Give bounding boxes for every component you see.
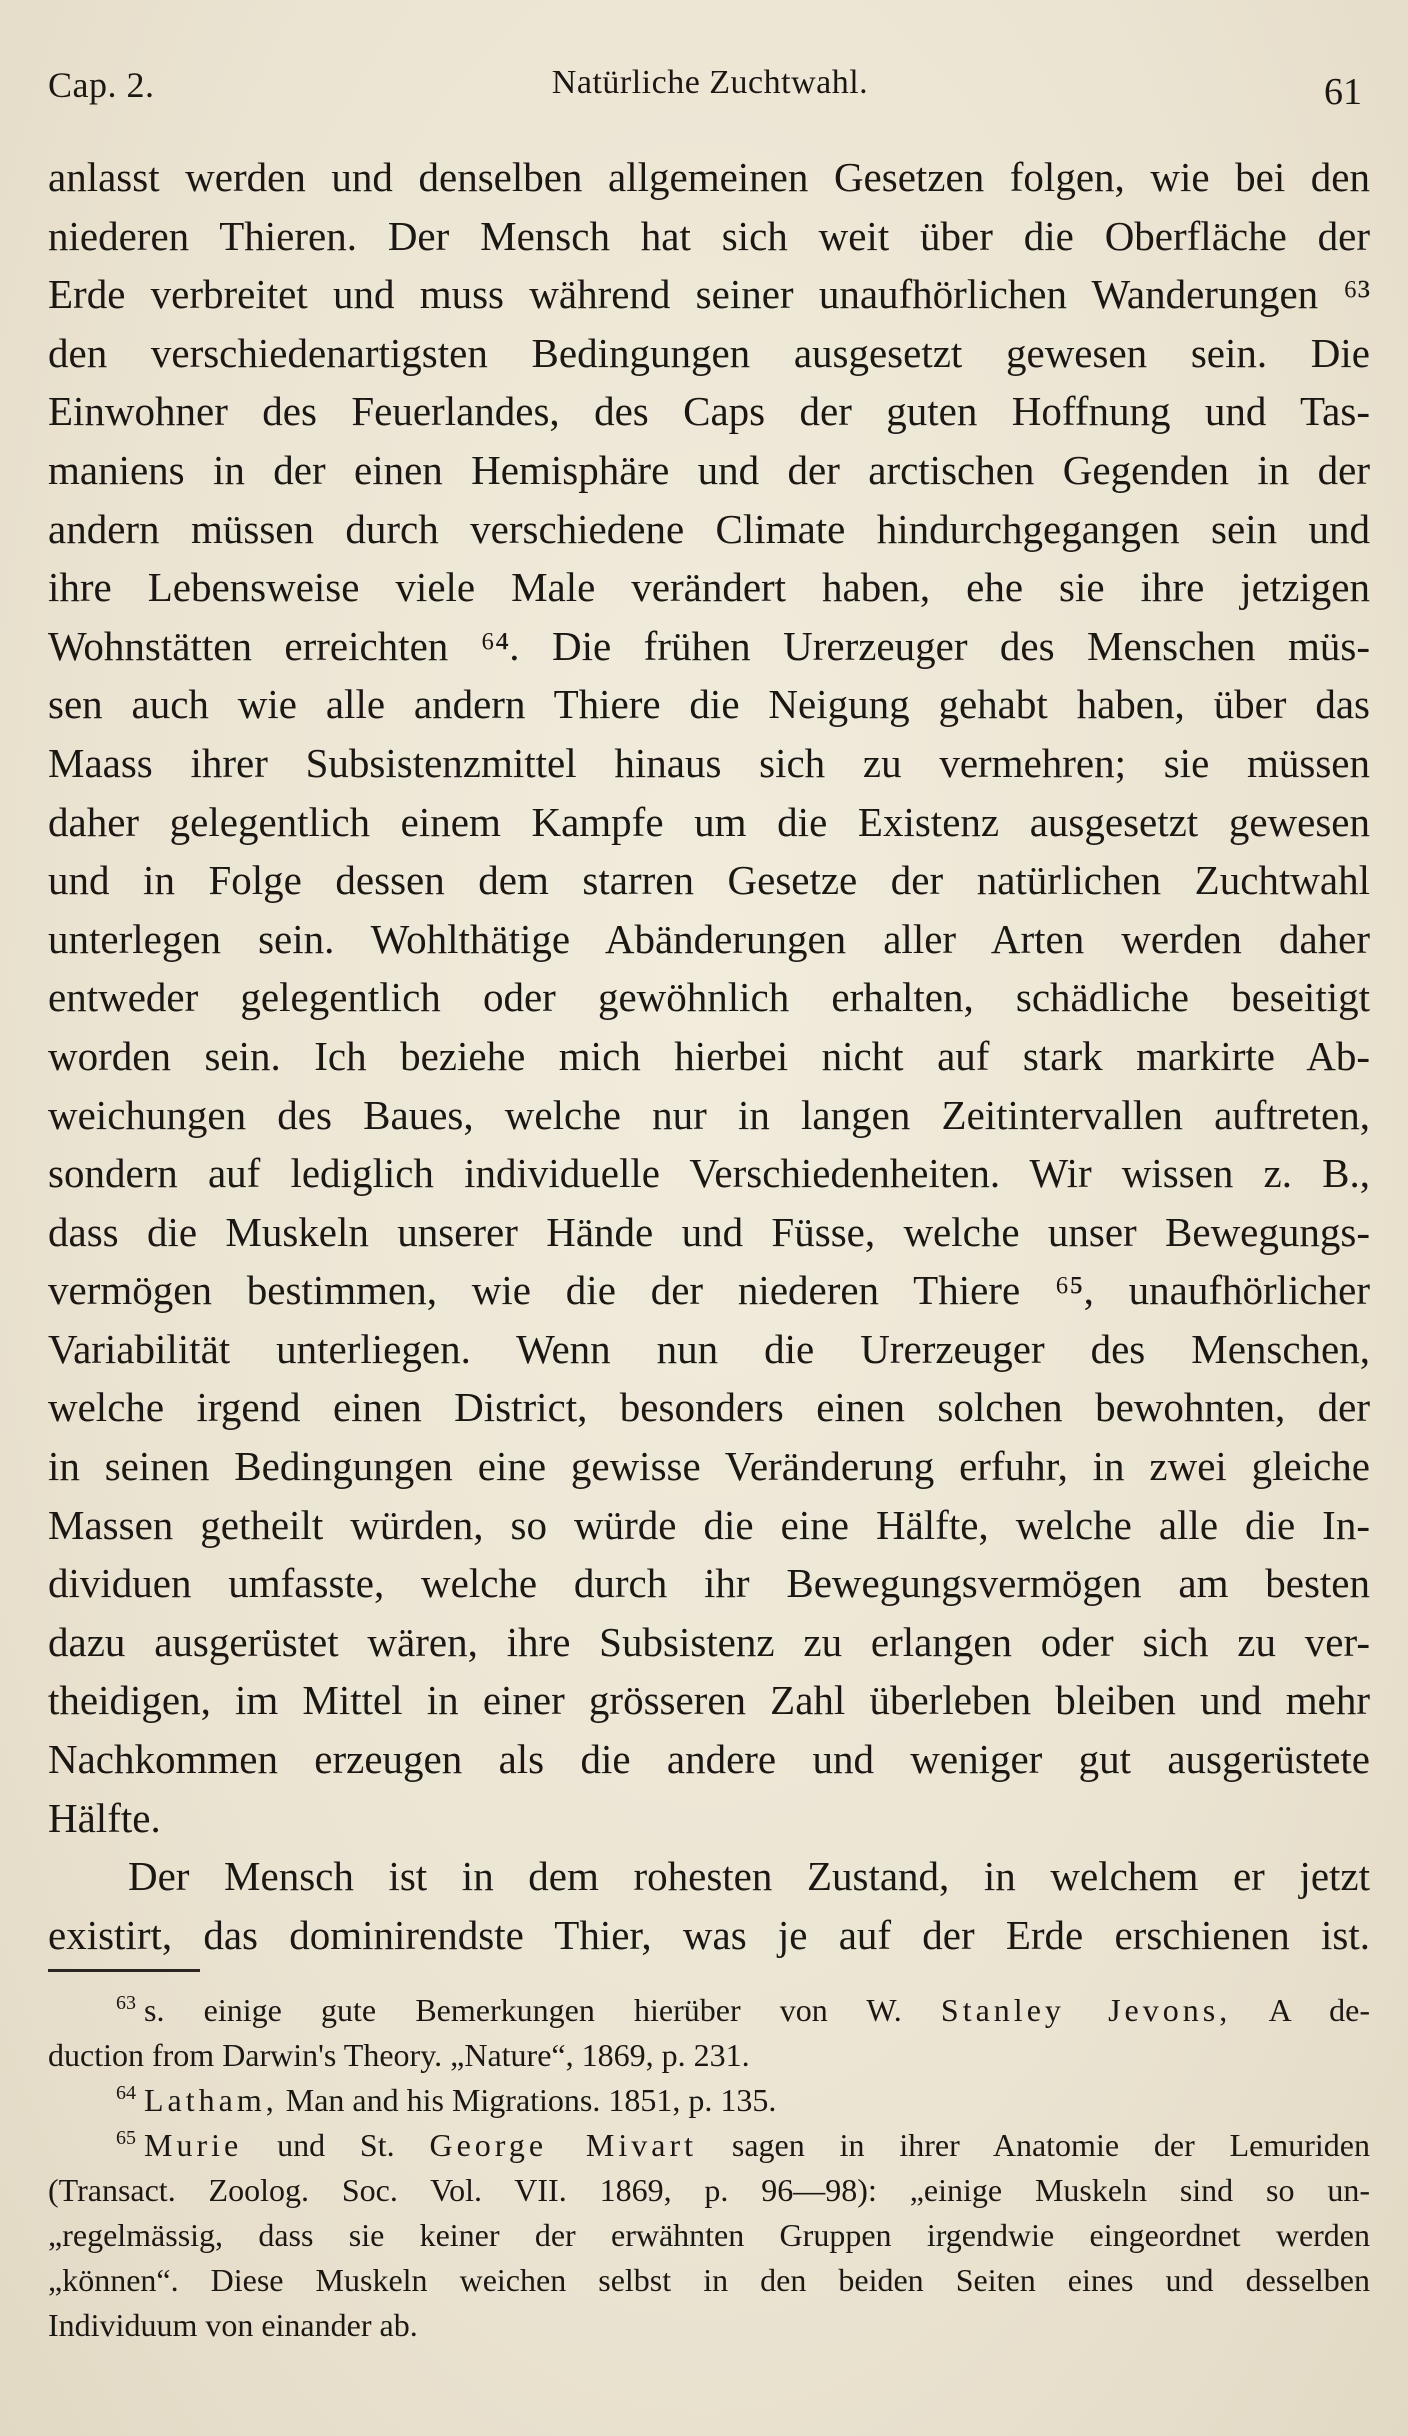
footnotes [48, 1988, 1370, 2348]
running-header [48, 56, 1372, 112]
text-line: Wohnstätten erreichten ⁶⁴. Die frühen Urerzeuger des Menschen müs- [48, 622, 1370, 669]
text-line: dazu ausgerüstet wären, ihre Subsistenz zu erlangen oder sich zu ver- [48, 1618, 1370, 1665]
footnote-63-cont: duction from Darwin's Theory. „Nature“, 1869, p. 231. [48, 2037, 750, 2073]
text-line: maniens in der einen Hemisphäre und der arctischen Gegenden in der [48, 446, 1370, 493]
main-text [48, 148, 1370, 1964]
footnote-65-cont: „regelmässig, dass sie keiner der erwähnten Gruppen irgendwie eingeordnet werden [48, 2217, 1370, 2253]
footnote-65: $^{65}$ Murie und St. George Mivart sagen in ihrer Anatomie der Lemuriden [116, 2127, 1370, 2163]
text-line: und in Folge dessen dem starren Gesetze der natürlichen Zuchtwahl [48, 857, 1370, 904]
text-line: in seinen Bedingungen eine gewisse Veränderung erfuhr, in zwei gleiche [48, 1443, 1370, 1490]
text-line: den verschiedenartigsten Bedingungen ausgesetzt gewesen sein. Die [48, 329, 1370, 376]
text-line: theidigen, im Mittel in einer grösseren Zahl überleben bleiben und mehr [48, 1677, 1370, 1724]
text-line: sen auch wie alle andern Thiere die Neigung gehabt haben, über das [48, 681, 1370, 728]
text-line: Maass ihrer Subsistenzmittel hinaus sich zu vermehren; sie müssen [48, 739, 1370, 786]
text-line: daher gelegentlich einem Kampfe um die Existenz ausgesetzt gewesen [48, 798, 1370, 845]
text-line: existirt, das dominirendste Thier, was je auf der Erde erschienen ist. [48, 1911, 1370, 1958]
text-line: Massen getheilt würden, so würde die eine Hälfte, welche alle die In- [48, 1501, 1370, 1548]
text-line: unterlegen sein. Wohlthätige Abänderungen aller Arten werden daher [48, 915, 1370, 962]
text-line: worden sein. Ich beziehe mich hierbei nicht auf stark markirte Ab- [48, 1032, 1370, 1079]
footnote-65-cont: „können“. Diese Muskeln weichen selbst in den beiden Seiten eines und desselben [48, 2262, 1370, 2298]
footnote-63: $^{63}$ s. einige gute Bemerkungen hierüber von W. Stanley Jevons, A de- [116, 1992, 1371, 2028]
text-line: Der Mensch ist in dem rohesten Zustand, in welchem er jetzt [128, 1853, 1370, 1900]
footnote-number: 65 [116, 2127, 136, 2150]
footnote-divider [48, 1969, 200, 1972]
text-line: andern müssen durch verschiedene Climate hindurchgegangen sein und [48, 505, 1370, 552]
text-line: weichungen des Baues, welche nur in langen Zeitintervallen auftreten, [48, 1091, 1370, 1138]
text-line: Nachkommen erzeugen als die andere und weniger gut ausgerüstete [48, 1736, 1370, 1783]
footnote-number: 63 [116, 1992, 136, 2015]
text-line: Variabilität unterliegen. Wenn nun die Urerzeuger des Menschen, [48, 1325, 1370, 1372]
text-line: entweder gelegentlich oder gewöhnlich erhalten, schädliche beseitigt [48, 974, 1370, 1021]
text-line: ihre Lebensweise viele Male verändert haben, ehe sie ihre jetzigen [48, 564, 1370, 611]
footnote-number: 64 [116, 2082, 136, 2105]
footnote-65-cont: (Transact. Zoolog. Soc. Vol. VII. 1869, p. 96—98): „einige Muskeln sind so un- [48, 2172, 1370, 2208]
page-number: 61 [1324, 71, 1362, 113]
text-line: vermögen bestimmen, wie die der niederen Thiere ⁶⁵, unaufhörlicher [48, 1267, 1370, 1314]
text-line: dividuen umfasste, welche durch ihr Bewegungsvermögen am besten [48, 1560, 1370, 1607]
text-line: anlasst werden und denselben allgemeinen Gesetzen folgen, wie bei den [48, 154, 1370, 200]
text-line: Hälfte. [48, 1794, 161, 1841]
running-title: Natürliche Zuchtwahl. [551, 64, 869, 101]
text-line: Erde verbreitet und muss während seiner unaufhörlichen Wanderungen ⁶³ [48, 271, 1370, 318]
footnote-65-cont: Individuum von einander ab. [48, 2307, 418, 2343]
chapter-label: Cap. 2. [48, 65, 155, 105]
footnote-64: $^{64}$ Latham, Man and his Migrations. 1851, p. 135. [116, 2082, 777, 2118]
text-line: dass die Muskeln unserer Hände und Füsse, welche unser Bewegungs- [48, 1208, 1370, 1255]
text-line: niederen Thieren. Der Mensch hat sich weit über die Oberfläche der [48, 212, 1370, 259]
text-line: sondern auf lediglich individuelle Verschiedenheiten. Wir wissen z. B., [48, 1150, 1370, 1197]
text-line: Einwohner des Feuerlandes, des Caps der guten Hoffnung und Tas- [48, 388, 1370, 435]
text-line: welche irgend einen District, besonders einen solchen bewohnten, der [48, 1384, 1370, 1431]
